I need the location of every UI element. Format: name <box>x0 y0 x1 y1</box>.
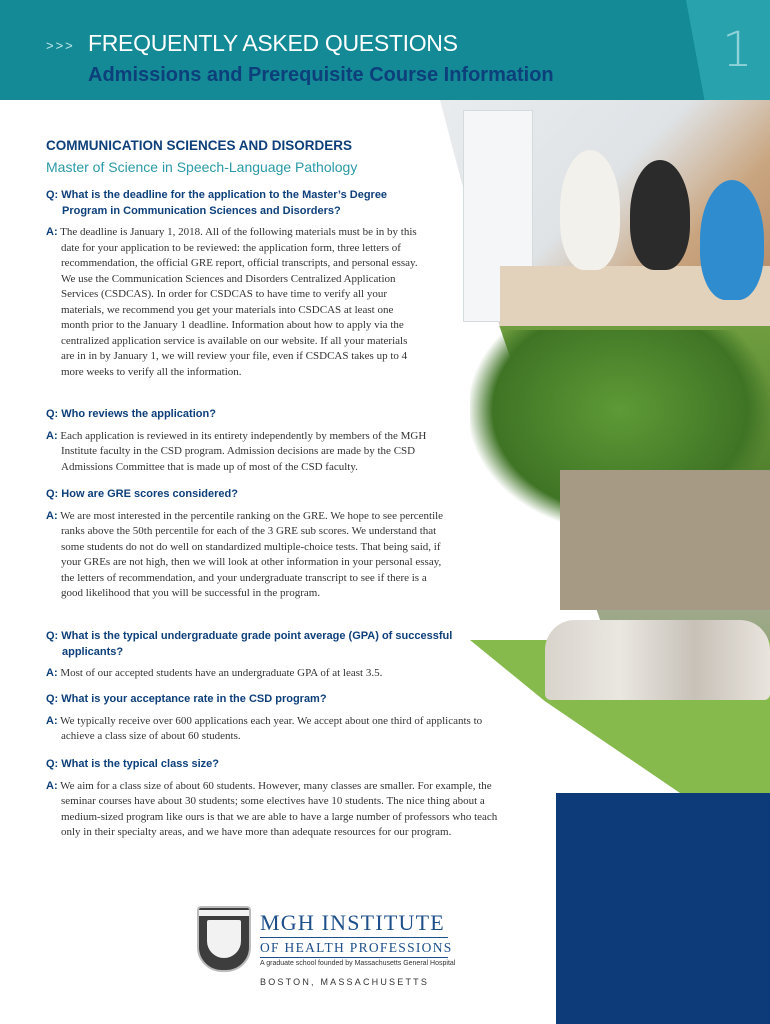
answer-label: A: <box>46 779 58 792</box>
navy-corner-block <box>556 793 770 1024</box>
crest-shield-icon <box>207 920 241 958</box>
faq-item <box>46 188 418 380</box>
header-arrows: >>> <box>46 38 75 53</box>
answer-label: A: <box>46 714 58 727</box>
faq-answer <box>46 509 451 602</box>
faq-question: Q: What is the typical undergraduate grade point average (GPA) of successful applicants? <box>46 630 453 658</box>
crest-year-band <box>199 910 249 916</box>
faq-question: Q: What is the typical class size? <box>46 758 219 770</box>
logo-subname: OF HEALTH PROFESSIONS <box>260 940 453 955</box>
faq-answer-text: Each application is reviewed in its entirety independently by members of the MGH Institute faculty in the CSD program. Admission decisions are made by the CSD Admissions Committee that is made up of most of the CSD faculty. <box>60 429 427 473</box>
logo-tagline: A graduate school founded by Massachusetts General Hospital <box>260 960 456 967</box>
logo-location: BOSTON, MASSACHUSETTS <box>260 977 430 987</box>
logo-divider <box>260 937 448 938</box>
faq-answer <box>46 666 471 682</box>
faq-question: Q: How are GRE scores considered? <box>46 488 238 500</box>
faq-answer <box>46 225 418 380</box>
answer-label: A: <box>46 429 58 442</box>
logo-name: MGH INSTITUTE <box>260 910 445 935</box>
students-on-lawn <box>545 620 770 700</box>
faq-item <box>46 757 516 841</box>
faq-item <box>46 407 446 475</box>
faq-question: Q: Who reviews the application? <box>46 408 216 420</box>
section-subtitle: Master of Science in Speech-Language Pathology <box>46 159 358 175</box>
faq-question: Q: What is the deadline for the application to the Master’s Degree Program in Communication Sciences and Disorders? <box>46 189 388 217</box>
answer-label: A: <box>46 509 58 522</box>
logo-divider <box>260 957 448 958</box>
faq-answer-text: We aim for a class size of about 60 students. However, many classes are smaller. For example, the seminar courses have about 30 students; some electives have 10 students. The nice thing about a medium-sized program like ours is that we are able to have a large number of professors who teach only in their specialty areas, and we have more than adequate resources for our program. <box>60 779 498 838</box>
institute-crest-logo <box>197 906 251 972</box>
child-figure <box>700 180 764 300</box>
faq-answer <box>46 714 486 745</box>
faq-answer-text: We are most interested in the percentile ranking on the GRE. We hope to see percentile ranks above the 50th percentile for each of the 3 GRE sub scores. We understand that some students do not do well on standardized multiple-choice tests. That being said, if your GREs are not high, then we will look at other information in your personal essay, the letters of recommendation, and your undergraduate transcript to see if there is a good likelihood that you will be successful in the program. <box>60 509 444 599</box>
answer-label: A: <box>46 226 58 238</box>
faq-answer-text: Most of our accepted students have an undergraduate GPA of at least 3.5. <box>60 667 383 679</box>
page-title: FREQUENTLY ASKED QUESTIONS <box>88 30 458 56</box>
faq-item <box>46 487 451 602</box>
faq-answer-text: We typically receive over 600 applications each year. We accept about one third of applicants to achieve a class size of about 60 students. <box>60 714 483 742</box>
faq-item <box>46 629 471 682</box>
campus-building <box>560 470 770 610</box>
teacher-figure <box>560 150 620 270</box>
faq-answer <box>46 779 516 841</box>
faq-item <box>46 692 486 745</box>
page-subtitle: Admissions and Prerequisite Course Information <box>88 64 554 86</box>
faq-question: Q: What is your acceptance rate in the CSD program? <box>46 693 327 705</box>
page-number: 1 <box>722 22 753 78</box>
faq-answer <box>46 429 446 476</box>
student-figure <box>630 160 690 270</box>
answer-label: A: <box>46 667 58 679</box>
section-title: COMMUNICATION SCIENCES AND DISORDERS <box>46 138 353 153</box>
faq-answer-text: The deadline is January 1, 2018. All of the following materials must be in by this date for your application to be reviewed: the application form, three letters of recommendation, the official GRE report, official transcripts, and personal essay. We use the Communication Sciences and Disorders Centralized Application Services (CSDCAS). In order for CSDCAS to have time to verify all your materials, we recommend you get your materials into CSDCAS at least one month prior to the January 1 deadline. Information about how to apply via the centralized application service is available on our website. If all your materials are in in by January 1, we will review your file, even if CSDCAS takes up to 4 more weeks to verify all the information. <box>60 226 418 378</box>
